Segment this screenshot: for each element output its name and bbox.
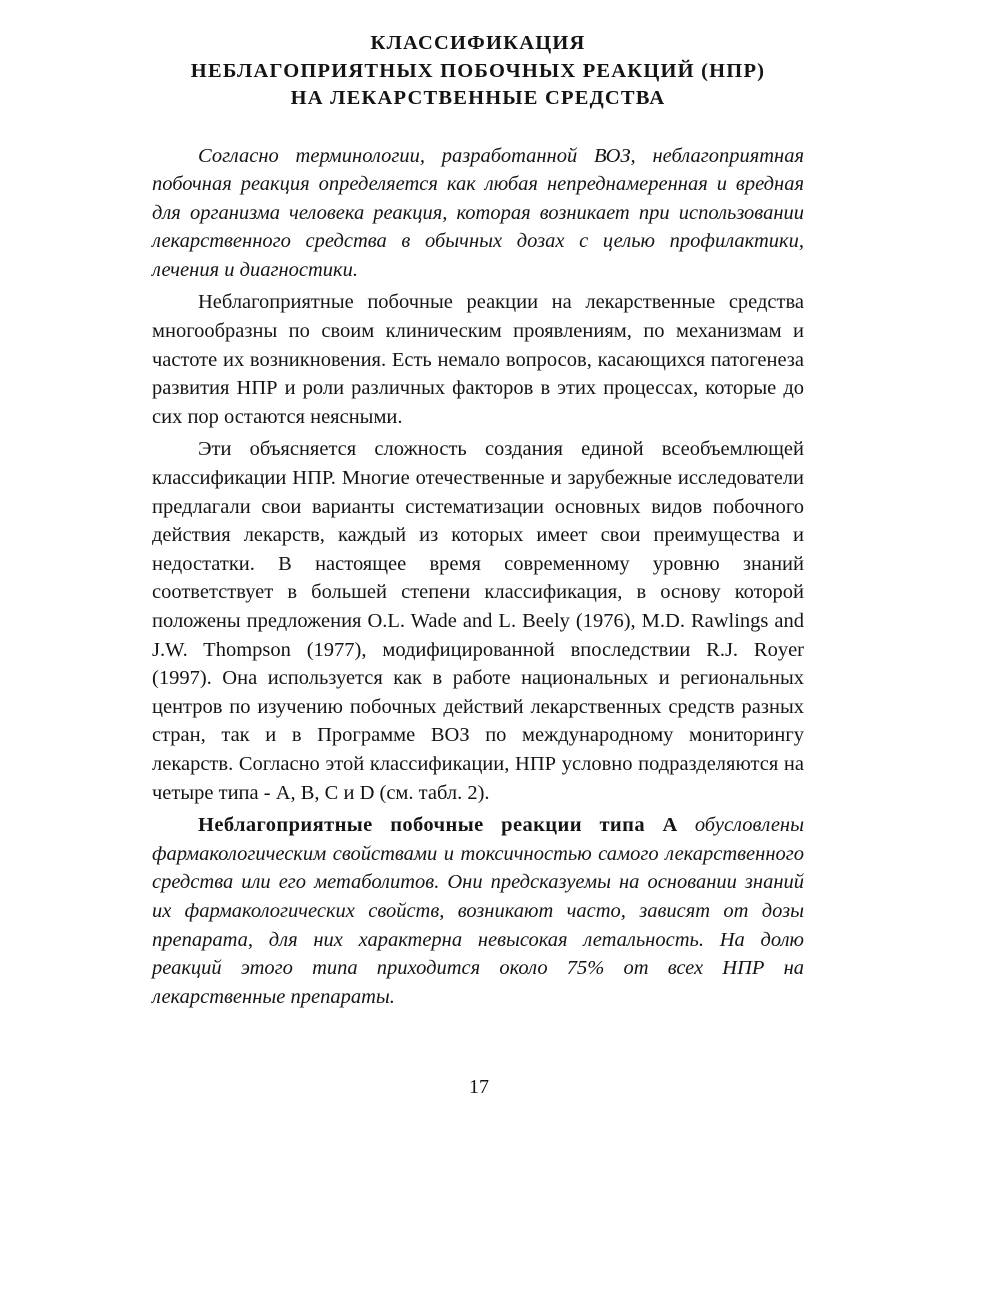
page-number: 17 (469, 1076, 489, 1098)
page-title (152, 30, 804, 113)
type-a-heading: Неблагоприятные побочные реакции типа А (198, 814, 678, 837)
title-line-3: НА ЛЕКАРСТВЕННЫЕ СРЕДСТВА (290, 87, 666, 109)
document-page (152, 30, 804, 1011)
paragraph-diversity: Неблагоприятные побочные реакции на лекарственные средства многообразны по своим клиническим проявлениям, по механизмам и частоте их возникновения. Есть немало вопросов, касающихся патогенеза развития НПР и роли различных факторов в этих процессах, которые до сих пор остаются неясными. (152, 291, 804, 428)
type-a-description: обусловлены фармакологическим свойствами и токсичностью самого лекарственного средства или его метаболитов. Они предсказуемы на основании знаний их фармакологических свойств, возникают часто, зависят от дозы препарата, для них характерна невысокая летальность. На долю реакций этого типа приходится около 75% от всех НПР на лекарственные препараты. (152, 814, 804, 1008)
paragraph-classification: Эти объясняется сложность создания единой всеобъемлющей классификации НПР. Многие отечественные и зарубежные исследователи предлагали свои варианты систематизации основных видов побочного действия лекарств, каждый из которых имеет свои преимущества и недостатки. В настоящее время современному уровню знаний соответствует в большей степени классификация, в основу которой положены предложения O.L. Wade and L. Beely (1976), M.D. Rawlings and J.W. Thompson (1977), модифицированной впоследствии R.J. Royer (1997). Она используется как в работе национальных и региональных центров по изучению побочных действий лекарственных средств разных стран, так и в Программе ВОЗ по международному мониторингу лекарств. Согласно этой классификации, НПР условно подразделяются на четыре типа - А, В, С и D (см. табл. 2). (152, 438, 804, 804)
paragraph-who-definition: Согласно терминологии, разработанной ВОЗ, неблагоприятная побочная реакция определяется как любая непреднамеренная и вредная для организма человека реакция, которая возникает при использовании лекарственного средства в обычных дозах с целью профилактики, лечения и диагностики. (152, 144, 804, 281)
title-line-2: НЕБЛАГОПРИЯТНЫХ ПОБОЧНЫХ РЕАКЦИЙ (НПР) (190, 59, 766, 82)
title-line-1: КЛАССИФИКАЦИЯ (370, 32, 586, 54)
paragraph-type-a (152, 811, 804, 1011)
